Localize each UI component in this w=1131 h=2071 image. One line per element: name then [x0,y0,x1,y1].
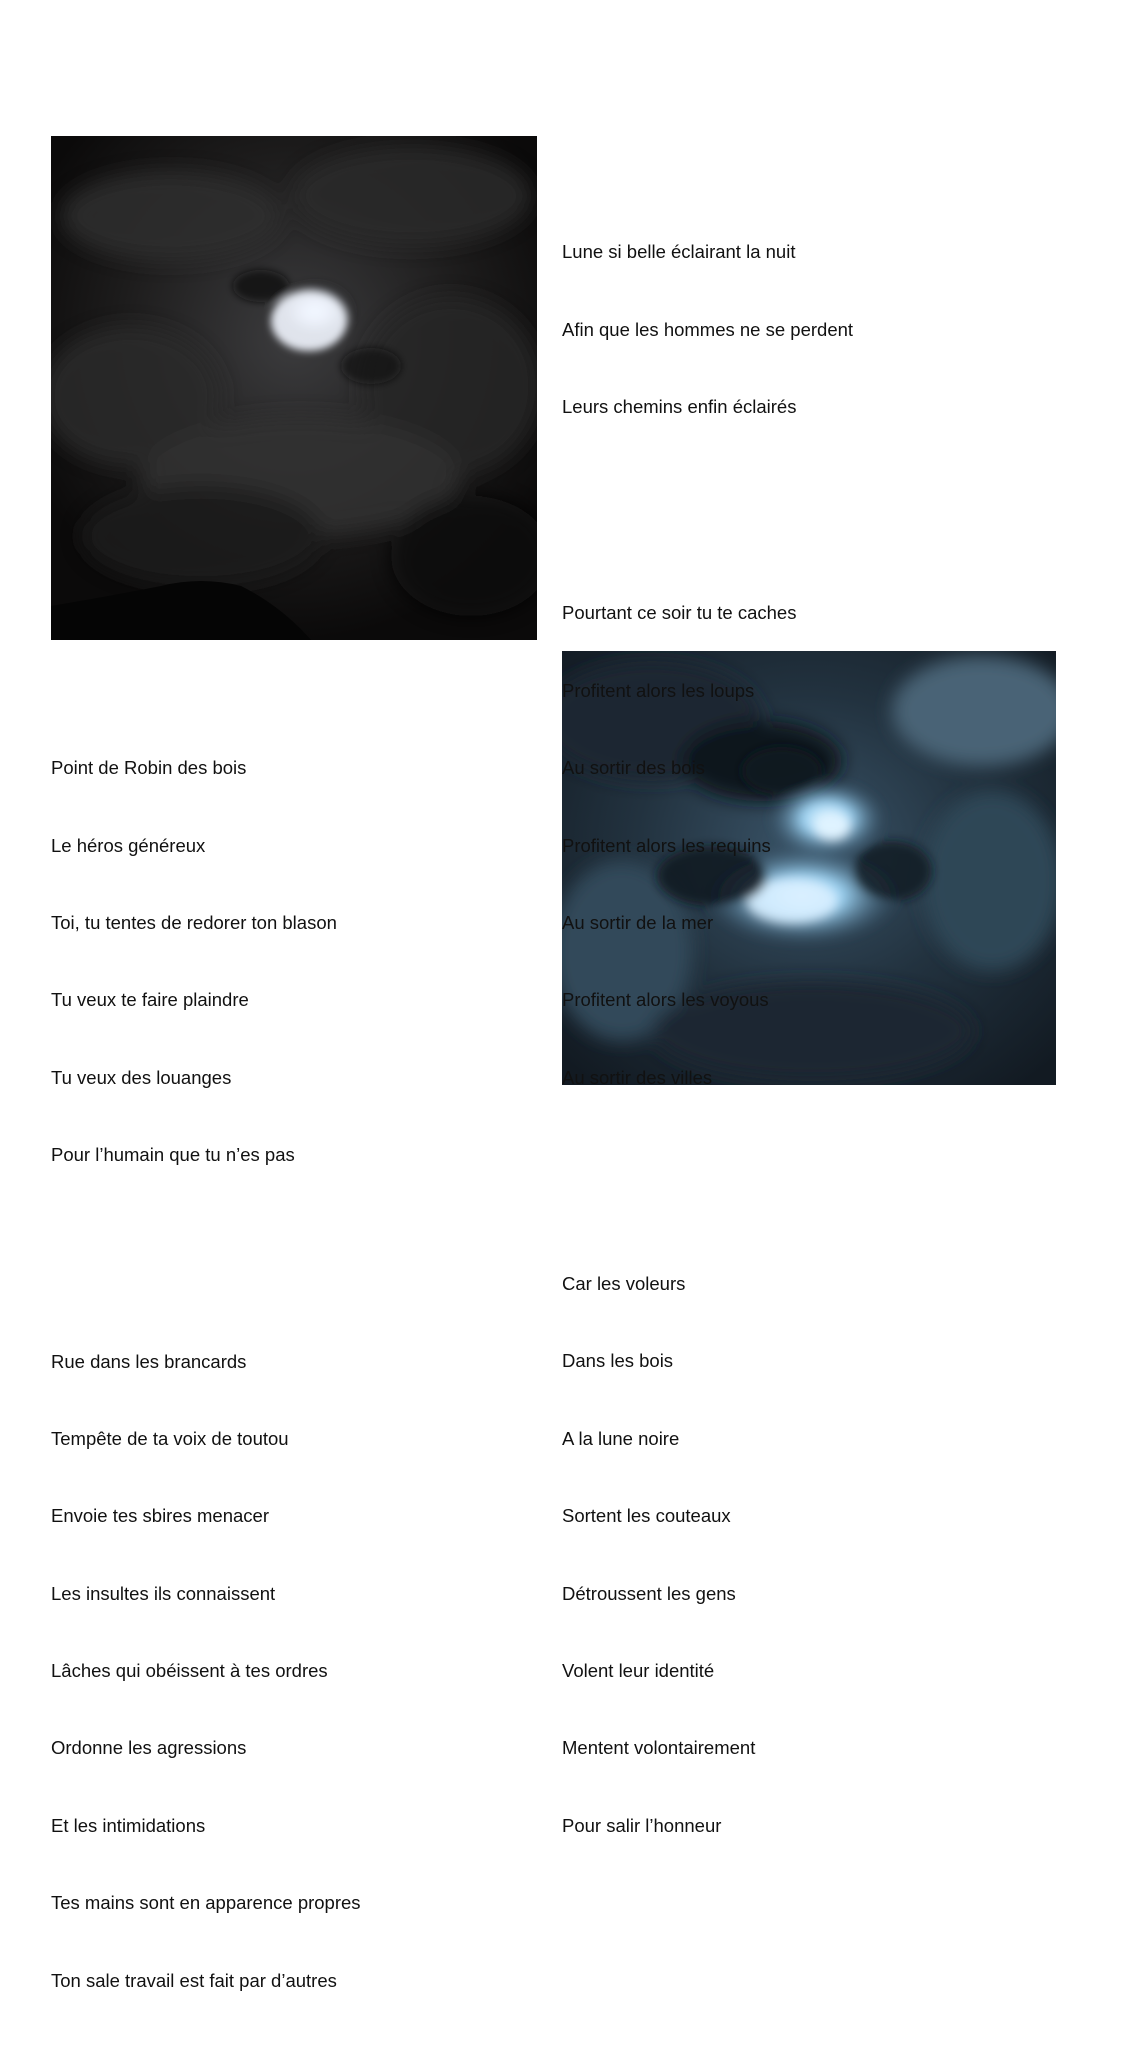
stanza-2 [562,549,853,1142]
poem-line: Le héros généreux [51,834,206,856]
poem-line: Profitent alors les requins [562,834,771,856]
moon-photo-grey-image [51,136,537,640]
poem-line: Pour salir l’honneur [562,1814,722,1836]
poem-line: Les insultes ils connaissent [51,1582,276,1604]
poem-right-column [562,136,853,1916]
poem-line: Mentent volontairement [562,1737,756,1759]
stanza-5 [51,1297,361,2045]
poem-line: Tu veux te faire plaindre [51,989,249,1011]
poem-line: Toi, tu tentes de redorer ton blason [51,911,337,933]
poem-line: Profitent alors les voyous [562,989,769,1011]
stanza-3 [562,1219,853,1890]
stanza-4 [51,704,361,1220]
moon-photo-grey [51,136,537,640]
poem-line: Profitent alors les loups [562,679,755,701]
poem-line: Pourtant ce soir tu te caches [562,602,797,624]
poem-line: Au sortir des bois [562,757,705,779]
poem-line: Au sortir de la mer [562,911,714,933]
poem-line: Ton sale travail est fait par d’autres [51,1969,337,1991]
poem-line: Afin que les hommes ne se perdent [562,318,854,340]
poem-line: Volent leur identité [562,1660,715,1682]
poem-line: Car les voleurs [562,1273,686,1295]
poem-line: Lâches qui obéissent à tes ordres [51,1660,328,1682]
poem-line: Dans les bois [562,1350,674,1372]
poem-line: Et les intimidations [51,1814,206,1836]
poem-line: Tes mains sont en apparence propres [51,1892,361,1914]
poem-line: Leurs chemins enfin éclairés [562,395,797,417]
poem-line: Tu veux des louanges [51,1066,232,1088]
poem-left-column [51,652,361,2071]
poem-line: Détroussent les gens [562,1582,736,1604]
poem-line: A la lune noire [562,1427,680,1449]
poem-line: Au sortir des villes [562,1066,713,1088]
poem-line: Sortent les couteaux [562,1505,731,1527]
poem-line: Point de Robin des bois [51,757,247,779]
poem-line: Pour l’humain que tu n’es pas [51,1144,295,1166]
poem-line: Tempête de ta voix de toutou [51,1427,289,1449]
poem-line: Ordonne les agressions [51,1737,247,1759]
poem-line: Rue dans les brancards [51,1350,247,1372]
stanza-1 [562,188,853,472]
poem-line: Envoie tes sbires menacer [51,1505,269,1527]
poem-line: Lune si belle éclairant la nuit [562,241,796,263]
